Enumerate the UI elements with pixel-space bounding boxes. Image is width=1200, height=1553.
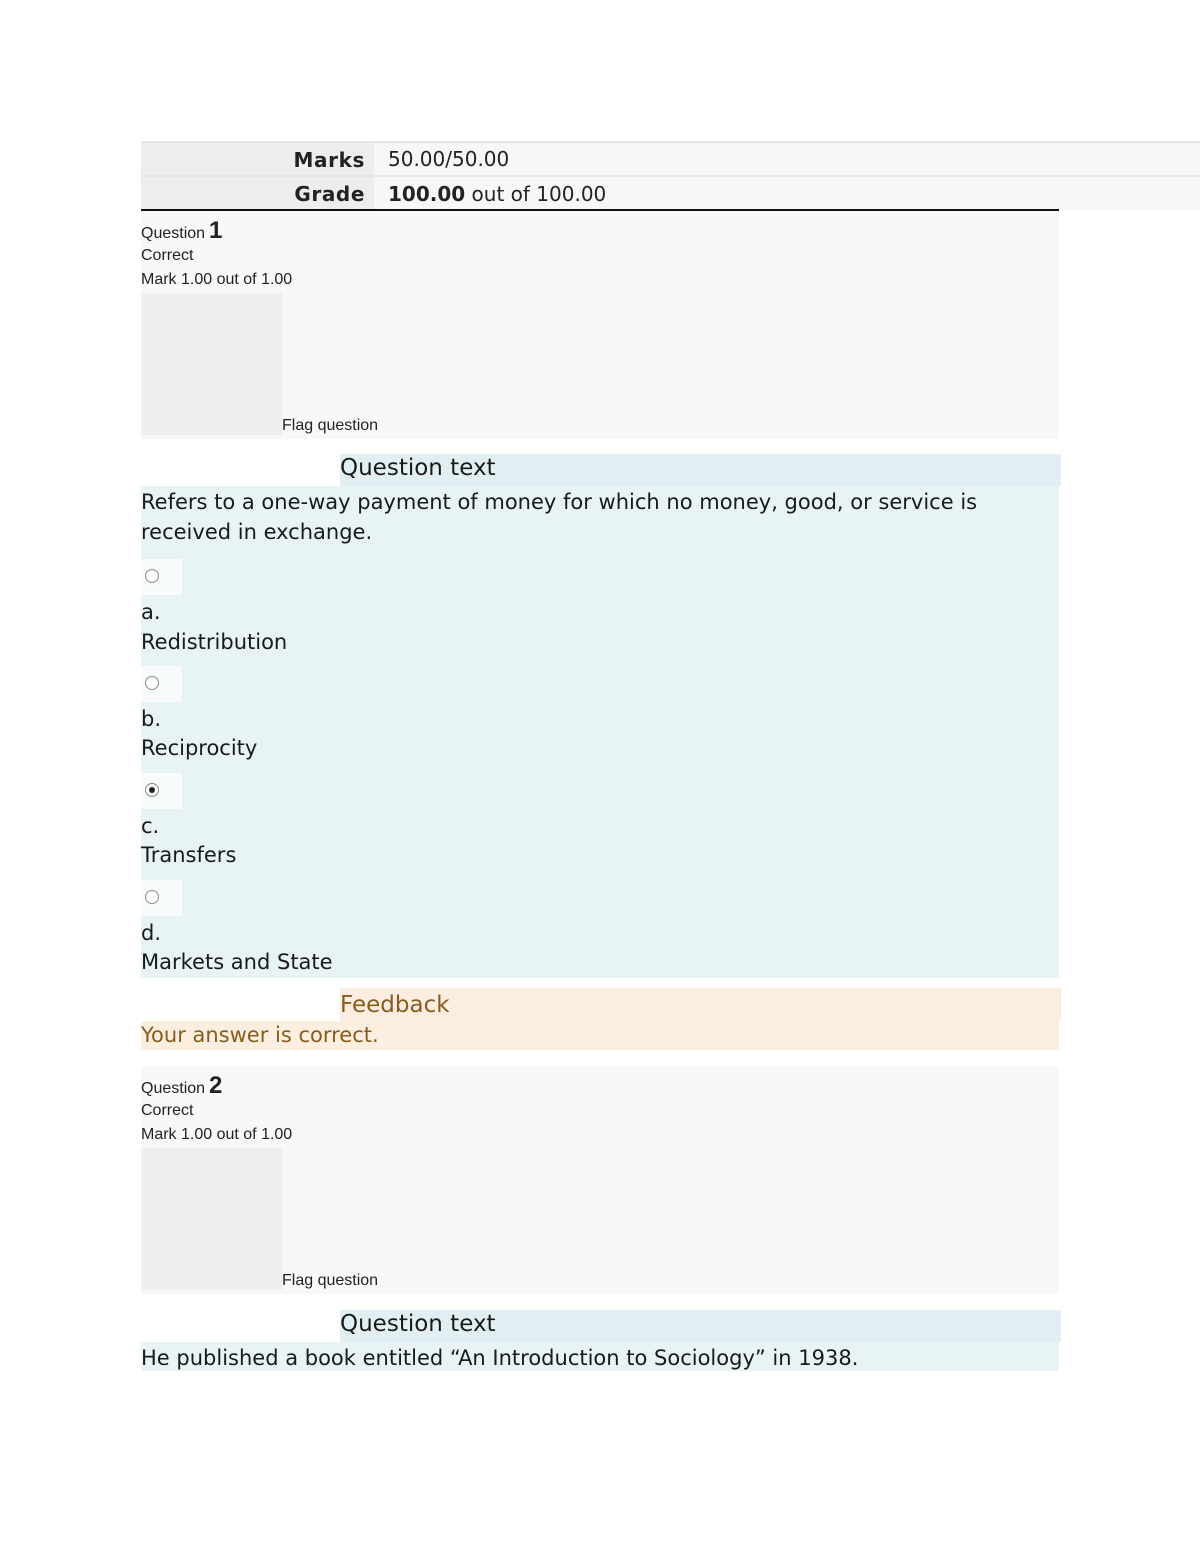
option-d-letter: d. <box>141 921 162 945</box>
question-2-text-heading <box>340 1310 1061 1342</box>
option-d-label[interactable]: Markets and State <box>141 950 333 974</box>
question-2-text: He published a book entitled “An Introduction to Sociology” in 1938. <box>141 1346 859 1370</box>
option-a-radio-box[interactable] <box>141 559 182 595</box>
question-2-state: Correct <box>141 1102 194 1119</box>
question-2-flag-link[interactable]: Flag question <box>282 1272 379 1289</box>
radio-d[interactable] <box>145 890 159 904</box>
grade-label: Grade <box>294 182 365 206</box>
feedback-text: Your answer is correct. <box>141 1023 379 1047</box>
option-c-label[interactable]: Transfers <box>141 843 237 867</box>
grade-value-rest: out of 100.00 <box>465 182 607 206</box>
question-2-info <box>141 1066 1059 1294</box>
option-b-letter: b. <box>141 707 162 731</box>
feedback-heading: Feedback <box>340 992 450 1018</box>
option-a-label[interactable]: Redistribution <box>141 630 288 654</box>
question-1-number: Question 1 <box>141 217 223 244</box>
question-2-text-heading-label: Question text <box>340 1311 496 1337</box>
question-2-mark: Mark 1.00 out of 1.00 <box>141 1126 293 1143</box>
option-c-letter: c. <box>141 814 160 838</box>
marks-value: 50.00/50.00 <box>388 147 510 171</box>
grade-value-bold: 100.00 <box>388 182 466 206</box>
radio-c[interactable] <box>145 783 159 797</box>
question-1-flag-link[interactable]: Flag question <box>282 417 379 434</box>
option-a-letter: a. <box>141 600 161 624</box>
flag-icon[interactable] <box>141 293 282 435</box>
question-1-text: Refers to a one-way payment of money for which no money, good, or service is received in exchange. <box>141 490 978 544</box>
question-1-mark: Mark 1.00 out of 1.00 <box>141 271 293 288</box>
option-d-radio-box[interactable] <box>141 880 182 916</box>
question-1-heading-gap <box>141 454 340 486</box>
question-2-number: Question 2 <box>141 1072 223 1099</box>
question-1-text-heading-label: Question text <box>340 455 496 481</box>
option-c-radio-box[interactable] <box>141 773 182 809</box>
radio-a[interactable] <box>145 569 159 583</box>
question-1-info <box>141 211 1059 439</box>
grade-label-cell <box>141 177 374 210</box>
grade-value <box>388 182 606 206</box>
question-1-state: Correct <box>141 247 194 264</box>
marks-label-cell <box>141 143 374 176</box>
option-b-label[interactable]: Reciprocity <box>141 736 258 760</box>
radio-b[interactable] <box>145 676 159 690</box>
question-2-heading-gap <box>141 1310 340 1342</box>
feedback-heading-gap <box>141 988 340 1021</box>
marks-label: Marks <box>293 148 365 172</box>
flag-icon[interactable] <box>141 1148 282 1290</box>
question-1-text-heading <box>340 454 1061 486</box>
option-b-radio-box[interactable] <box>141 666 182 702</box>
